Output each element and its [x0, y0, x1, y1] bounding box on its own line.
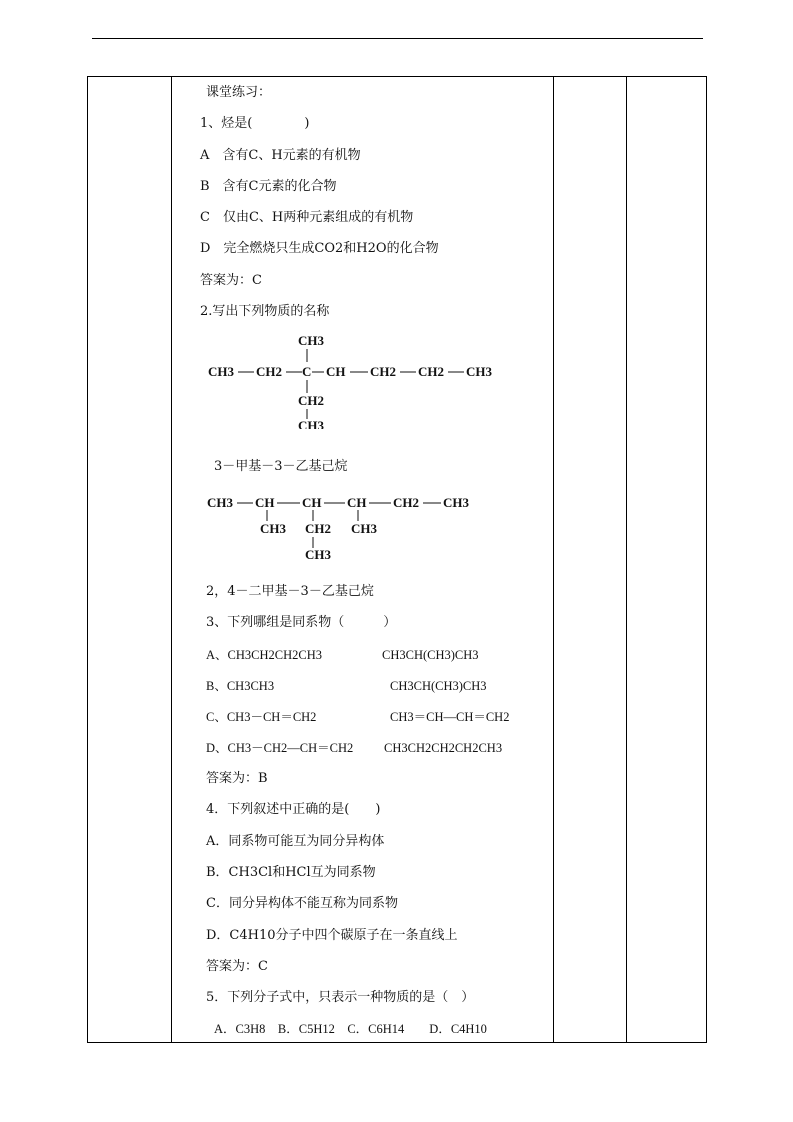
- lesson-table: [87, 76, 707, 1043]
- q3-stem: 3、下列哪组是同系物（ ）: [206, 615, 397, 630]
- q3-row-d-left: D、CH3－CH2—CH＝CH2: [206, 741, 354, 755]
- s2-chain-1: CH: [255, 495, 275, 510]
- q3-row-c-right: CH3＝CH—CH＝CH2: [390, 710, 510, 724]
- s1-sub-ch2: CH2: [298, 393, 324, 408]
- s2-chain-3: CH: [347, 495, 367, 510]
- q4-option-b: B．CH3Cl和HCl互为同系物: [206, 865, 376, 880]
- column-divider: [553, 77, 554, 1042]
- q1-option-c: C 仅由C、H两种元素组成的有机物: [200, 210, 414, 225]
- q1-stem: 1、烃是( ): [200, 116, 310, 131]
- q4-stem: 4．下列叙述中正确的是( ): [206, 802, 381, 817]
- s2-branch-3: CH3: [351, 521, 377, 536]
- s1-chain-0: CH3: [208, 364, 234, 379]
- q3-row-b-left: B、CH3CH3: [206, 679, 275, 693]
- q1-option-d: D 完全燃烧只生成CO2和H2O的化合物: [200, 241, 439, 256]
- q3-row-b-right: CH3CH(CH3)CH3: [390, 679, 487, 693]
- s2-branch-2b: CH3: [305, 547, 331, 562]
- s2-chain-5: CH3: [443, 495, 469, 510]
- q3-answer: 答案为：B: [206, 771, 268, 786]
- q2-stem: 2.写出下列物质的名称: [200, 304, 330, 319]
- s1-top-ch3: CH3: [298, 333, 324, 348]
- s2-branch-1: CH3: [260, 521, 286, 536]
- q4-option-a: A．同系物可能互为同分异构体: [206, 834, 385, 849]
- q4-option-d: D．C4H10分子中四个碳原子在一条直线上: [206, 928, 458, 943]
- q3-row-c-left: C、CH3－CH＝CH2: [206, 710, 317, 724]
- q1-answer: 答案为：C: [200, 273, 262, 288]
- q4-option-c: C．同分异构体不能互称为同系物: [206, 896, 398, 911]
- s1-sub-ch3: CH3: [298, 418, 324, 429]
- q5-stem: 5．下列分子式中，只表示一种物质的是（ ）: [206, 990, 475, 1005]
- q3-row-d-right: CH3CH2CH2CH2CH3: [384, 741, 503, 755]
- structure-2: [205, 493, 495, 565]
- column-divider: [171, 77, 172, 1042]
- q2-name-2: 2，4－二甲基－3－乙基己烷: [206, 584, 374, 599]
- practice-title: 课堂练习：: [206, 85, 272, 100]
- column-divider: [626, 77, 627, 1042]
- q4-answer: 答案为：C: [206, 959, 268, 974]
- s1-chain-5: CH2: [418, 364, 444, 379]
- s2-chain-4: CH2: [393, 495, 419, 510]
- q1-option-b: B 含有C元素的化合物: [200, 179, 337, 194]
- s1-chain-6: CH3: [466, 364, 492, 379]
- q3-row-a-right: CH3CH(CH3)CH3: [382, 648, 479, 662]
- s1-chain-4: CH2: [370, 364, 396, 379]
- s1-chain-1: CH2: [256, 364, 282, 379]
- q5-options: A．C3H8 B．C5H12 C．C6H14 D．C4H10: [214, 1022, 487, 1036]
- q3-row-a-left: A、CH3CH2CH2CH3: [206, 648, 322, 662]
- s2-chain-0: CH3: [207, 495, 233, 510]
- q1-option-a: A 含有C、H元素的有机物: [200, 148, 361, 163]
- s2-branch-2: CH2: [305, 521, 331, 536]
- s1-chain-2: C: [302, 364, 312, 379]
- header-rule: [92, 38, 703, 39]
- structure-1: [206, 329, 506, 429]
- s1-chain-3: CH: [326, 364, 346, 379]
- s2-chain-2: CH: [302, 495, 322, 510]
- q2-name-1: 3－甲基－3－乙基己烷: [214, 459, 348, 474]
